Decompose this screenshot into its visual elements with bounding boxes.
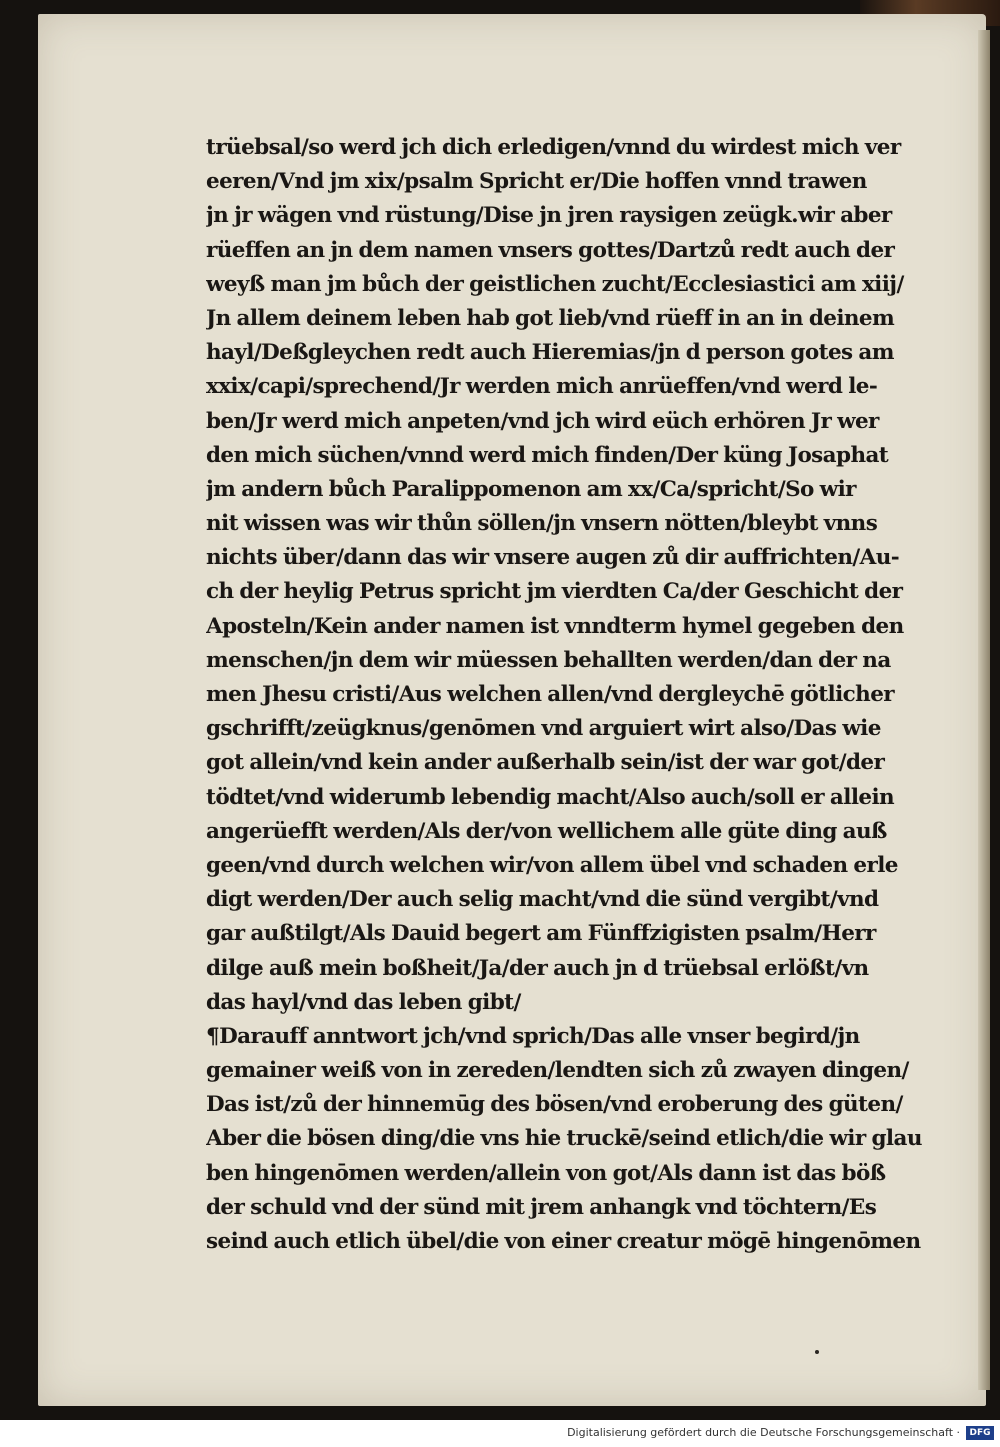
- body-text: [206, 131, 946, 1259]
- text-line: dilge auß mein boßheit/Ja/der auch jn d trüebsal erlößt/vn: [206, 955, 869, 981]
- text-line: gar außtilgt/Als Dauid begert am Fünffzigisten psalm/Herr: [206, 921, 876, 947]
- text-line: Aber die bösen ding/die vns hie truckē/seind etlich/die wir glau: [206, 1126, 922, 1152]
- text-line: Aposteln/Kein ander namen ist vnndterm hymel gegeben den: [206, 613, 904, 639]
- text-line: gschrifft/zeügknus/genōmen vnd arguiert wirt also/Das wie: [206, 716, 881, 742]
- text-line: ¶Darauff anntwort jch/vnd sprich/Das alle vnser begird/jn: [206, 1023, 860, 1049]
- text-line: xxix/capi/sprechend/Jr werden mich anrüeffen/vnd werd le-: [206, 374, 878, 400]
- text-line: tödtet/vnd widerumb lebendig macht/Also auch/soll er allein: [206, 784, 895, 810]
- text-line: nit wissen was wir thůn söllen/jn vnsern nötten/bleybt vnns: [206, 511, 878, 537]
- text-line: eeren/Vnd jm xix/psalm Spricht er/Die hoffen vnnd trawen: [206, 169, 867, 195]
- text-line: ben/Jr werd mich anpeten/vnd jch wird eüch erhören Jr wer: [206, 408, 879, 434]
- text-line: jn jr wägen vnd rüstung/Dise jn jren raysigen zeügk.wir aber: [206, 203, 892, 229]
- text-line: jm andern bůch Paralippomenon am xx/Ca/spricht/So wir: [206, 476, 856, 502]
- text-line: nichts über/dann das wir vnsere augen zů dir auffrichten/Au-: [206, 545, 900, 571]
- text-line: seind auch etlich übel/die von einer creatur mögē hingenōmen: [206, 1229, 921, 1254]
- text-line: menschen/jn dem wir müessen behallten werden/dan der na: [206, 647, 891, 673]
- text-line: ch der heylig Petrus spricht jm vierdten Ca/der Geschicht der: [206, 579, 903, 605]
- text-line: men Jhesu cristi/Aus welchen allen/vnd dergleychē götlicher: [206, 682, 895, 707]
- text-line: digt werden/Der auch selig macht/vnd die sünd vergibt/vnd: [206, 887, 879, 913]
- digitization-credit: Digitalisierung gefördert durch die Deutsche Forschungsgemeinschaft ·: [567, 1426, 960, 1439]
- text-line: gemainer weiß von in zereden/lendten sich zů zwayen dingen/: [206, 1058, 909, 1084]
- text-line: trüebsal/so werd jch dich erledigen/vnnd du wirdest mich ver: [206, 135, 901, 160]
- text-line: den mich süchen/vnnd werd mich finden/Der küng Josaphat: [206, 442, 889, 468]
- ink-dot: [815, 1350, 819, 1354]
- page-edge-shadow: [978, 30, 990, 1390]
- text-line: hayl/Deßgleychen redt auch Hieremias/jn d person gotes am: [206, 340, 894, 366]
- text-line: geen/vnd durch welchen wir/von allem übel vnd schaden erle: [206, 852, 898, 878]
- footer-bar: [0, 1420, 1000, 1447]
- text-line: rüeffen an jn dem namen vnsers gottes/Dartzů redt auch der: [206, 237, 895, 263]
- text-line: Das ist/zů der hinnemūg des bösen/vnd eroberung des güten/: [206, 1092, 903, 1118]
- text-line: Jn allem deinem leben hab got lieb/vnd rüeff in an in deinem: [206, 305, 895, 331]
- text-line: ben hingenōmen werden/allein von got/Als dann ist das böß: [206, 1160, 886, 1186]
- text-line: got allein/vnd kein ander außerhalb sein/ist der war got/der: [206, 750, 885, 776]
- dfg-logo: DFG: [966, 1426, 994, 1440]
- text-line: weyß man jm bůch der geistlichen zucht/Ecclesiastici am xiij/: [206, 271, 904, 297]
- text-line: das hayl/vnd das leben gibt/: [206, 989, 521, 1015]
- text-line: der schuld vnd der sünd mit jrem anhangk vnd töchtern/Es: [206, 1194, 877, 1220]
- text-line: angerüefft werden/Als der/von wellichem alle güte ding auß: [206, 818, 887, 844]
